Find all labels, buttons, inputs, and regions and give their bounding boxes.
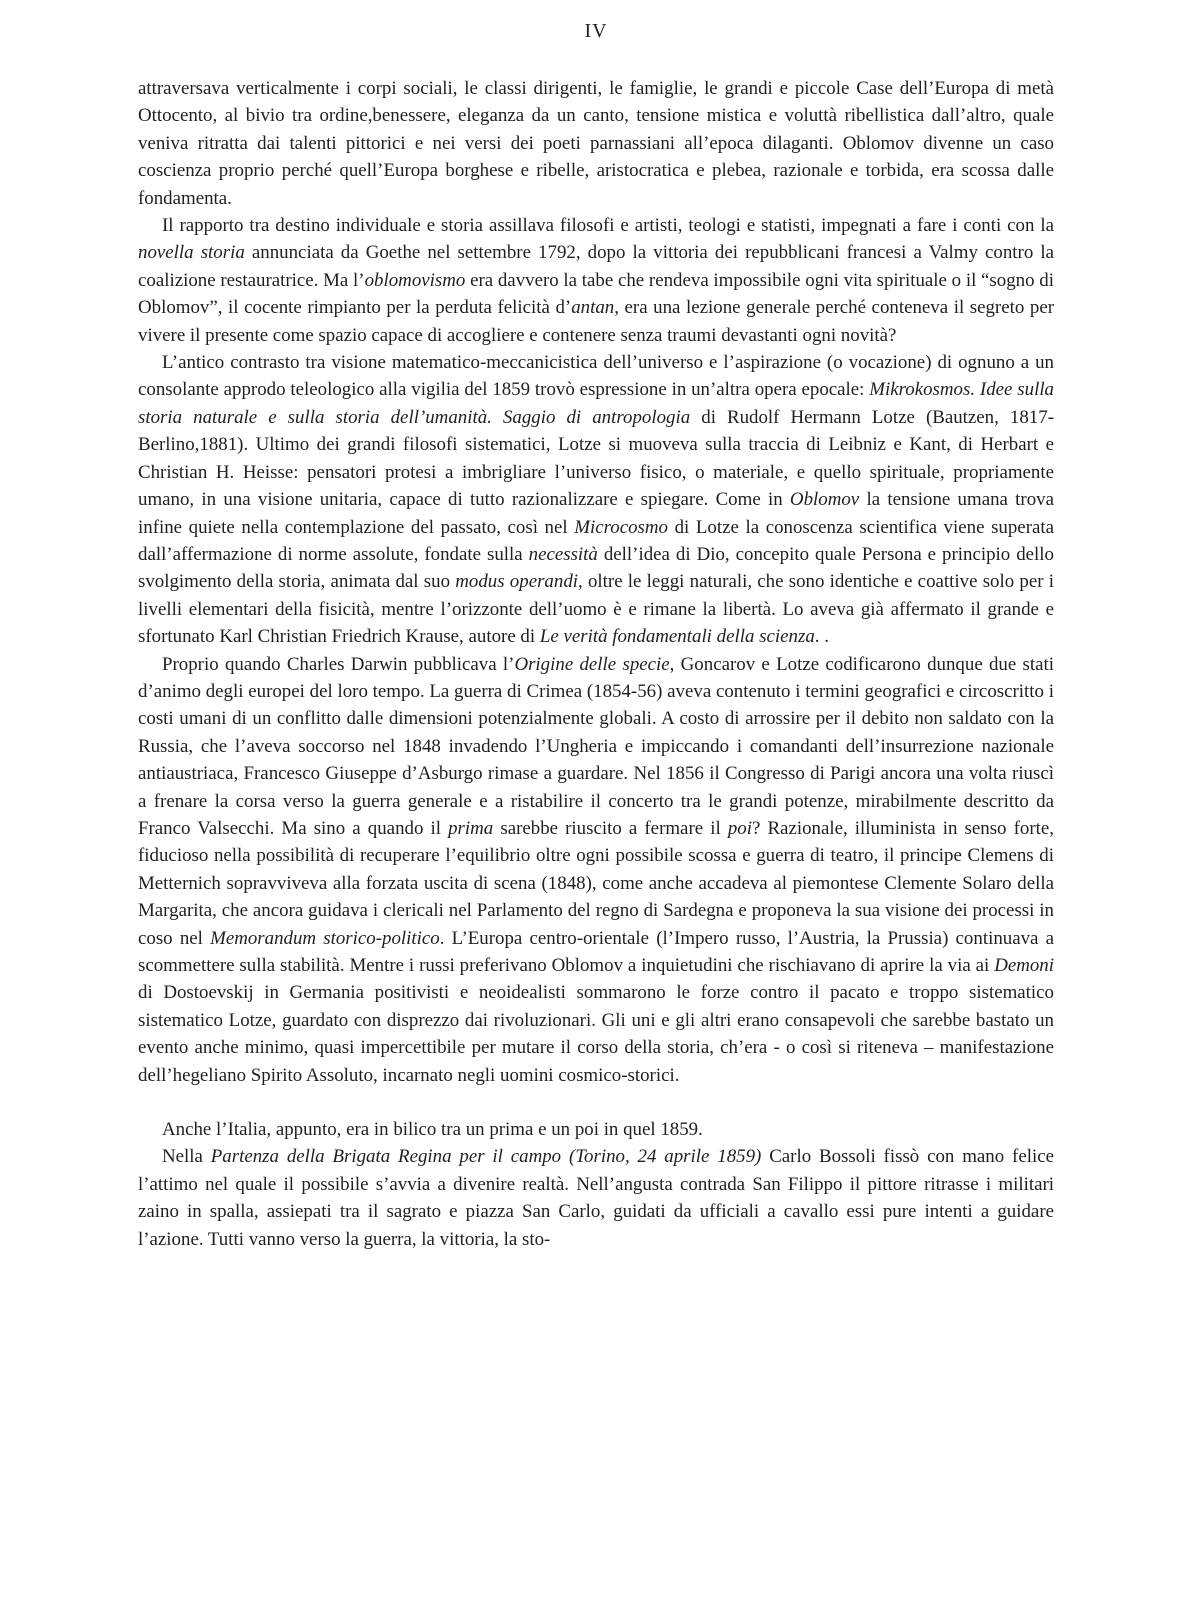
text-segment: Nella [162, 1146, 211, 1168]
text-segment: di Dostoevskij in Germania positivisti e neoidealisti sommarono le forze contro il pacato e troppo sistematico sistematico Lotze, guardato con disprezzo dai rivoluzionari. Gli uni e gli altri erano consapevoli che sarebbe bastato un evento anche minimo, quasi impercettibile per mutare il corso della storia, ch’era - o così si riteneva – manifestazione dell’hegeliano Spirito Assoluto, incarnato negli uomini cosmico-storici. [138, 982, 1054, 1086]
italic-text-segment: novella storia [138, 242, 245, 264]
paragraph-1 [138, 75, 1054, 212]
paragraph-2 [138, 212, 1054, 349]
body-text [138, 75, 1054, 1253]
text-segment: , Goncarov e Lotze codificarono dunque due stati d’animo degli europei del loro tempo. La guerra di Crimea (1854-56) aveva contenuto i termini geografici e circoscritto i costi umani di un conflitto dalle dimensioni potenzialmente globali. A costo di arrossire per il debito non saldato con la Russia, che l’aveva soccorso nel 1848 invadendo l’Ungheria e impiccando i comandanti dell’insurrezione nazionale antiaustriaca, Francesco Giuseppe d’Asburgo rimase a guardare. Nel 1856 il Congresso di Parigi ancora una volta riuscì a frenare la corsa verso la guerra generale e a ristabilire il concerto tra le grandi potenze, mirabilmente descritto da Franco Valsecchi. Ma sino a quando il [138, 653, 1055, 839]
italic-text-segment: oblomovismo [364, 269, 466, 291]
text-segment: attraversava verticalmente i corpi sociali, le classi dirigenti, le famiglie, le grandi e piccole Case dell’Europa di metà Ottocento, al bivio tra ordine,benessere, eleganza da un canto, tensione mistica e voluttà ribellistica dall’altro, quale veniva ritratta dai talenti pittorici e nei versi dei poeti parnassiani all’epoca dilaganti. Oblomov divenne un caso coscienza proprio perché quell’Europa borghese e ribelle, aristocratica e plebea, razionale e torbida, era scossa dalle fondamenta. [138, 78, 1054, 209]
text-segment: di Rudolf Hermann Lotze (Bautzen, 1817- Berlino,1881). Ultimo dei grandi filosofi sistematici, Lotze si muoveva sulla traccia di Leibniz e Kant, di Herbart e Christian H. Heisse: pensatori protesi a imbrigliare l’universo fisico, o materiale, e quello spirituale, propriamente umano, in una visione unitaria, capace di tutto razionalizzare e spiegare. Come in [138, 406, 1054, 511]
text-segment: la tensione umana trova infine quiete nella contemplazione del passato, così nel [138, 489, 1054, 538]
italic-text-segment: Memorandum storico-politico [210, 927, 440, 949]
text-segment: Anche l’Italia, appunto, era in bilico tra un prima e un poi in quel 1859. [162, 1119, 703, 1141]
text-segment: . L’Europa centro-orientale (l’Impero russo, l’Austria, la Prussia) continuava a scommettere sulla stabilità. Mentre i russi preferivano Oblomov a inquietudini che rischiavano di aprire la via ai [138, 927, 1054, 976]
italic-text-segment: Partenza della Brigata Regina per il campo (Torino, 24 aprile 1859) [210, 1146, 762, 1168]
paragraph-5 [138, 1116, 1054, 1143]
text-segment: Il rapporto tra destino individuale e storia assillava filosofi e artisti, teologi e statisti, impegnati a fare i conti con la [162, 215, 1054, 237]
text-segment: , era una lezione generale perché conteneva il segreto per vivere il presente come spazio capace di accogliere e contenere senza traumi devastanti ogni novità? [138, 297, 1054, 346]
italic-text-segment: prima [448, 817, 494, 839]
text-segment: L’antico contrasto tra visione matematico-meccanicistica dell’universo e l’aspirazione (o vocazione) di ognuno a un consolante approdo teleologico alla vigilia del 1859 trovò espressione in un’altra opera epocale: [138, 352, 1054, 401]
italic-text-segment: antan [571, 297, 615, 319]
italic-text-segment: Le verità fondamentali della scienza [539, 626, 815, 648]
paragraph-6 [138, 1143, 1054, 1253]
page-number: IV [584, 20, 608, 42]
paragraph-4 [138, 651, 1054, 1090]
italic-text-segment: Oblomov [789, 489, 860, 511]
text-segment: annunciata da Goethe nel settembre 1792, dopo la vittoria dei repubblicani francesi a Valmy contro la coalizione restauratrice. Ma l’ [138, 242, 1055, 291]
italic-text-segment: modus operandi [455, 571, 579, 593]
text-segment: , oltre le leggi naturali, che sono identiche e coattive solo per i livelli elementari della fisicità, mentre l’orizzonte dell’uomo è e rimane la libertà. Lo aveva già affermato il grande e sfortunato Karl Christian Friedrich Krause, autore di [138, 571, 1054, 648]
italic-text-segment: Origine delle specie [514, 653, 670, 675]
text-segment: Proprio quando Charles Darwin pubblicava l’ [162, 653, 515, 675]
text-segment: dell’idea di Dio, concepito quale Persona e principio dello svolgimento della storia, animata dal suo [138, 543, 1054, 593]
paragraph-3 [138, 349, 1054, 650]
text-segment: Carlo Bossoli fissò con mano felice l’attimo nel quale il possibile s’avvia a divenire realtà. Nell’angusta contrada San Filippo il pittore ritrasse i militari zaino in spalla, assiepati tra il sagrato e piazza San Carlo, guidati da ufficiali a cavallo essi pure intenti a guidare l’azione. Tutti vanno verso la guerra, la vittoria, la sto- [138, 1146, 1054, 1250]
text-segment: sarebbe riuscito a fermare il [493, 817, 728, 839]
italic-text-segment: Demoni [994, 955, 1054, 976]
italic-text-segment: necessità [528, 543, 598, 565]
text-segment: era davvero la tabe che rendeva impossibile ogni vita spirituale o il “sogno di Oblomov”, il cocente rimpianto per la perduta felicità d’ [138, 269, 1054, 319]
text-segment: ? Razionale, illuminista in senso forte, fiducioso nella possibilità di recuperare l’equilibrio oltre ogni possibile scossa e guerra di teatro, il principe Clemens di Metternich sopravviveva alla forzata uscita di scena (1848), come anche accadeva al piemontese Clemente Solaro della Margarita, che ancora guidava i clericali nel Parlamento del regno di Sardegna e proponeva la sua visione dei processi in coso nel [138, 817, 1054, 949]
text-segment: . . [814, 626, 829, 648]
italic-text-segment: poi [727, 817, 752, 839]
text-segment: di Lotze la conoscenza scientifica viene superata dall’affermazione di norme assolute, fondate sulla [138, 516, 1054, 565]
italic-text-segment: Mikrokosmos. Idee sulla storia naturale e sulla storia dell’umanità. Saggio di antropologia [138, 379, 1055, 428]
italic-text-segment: Microcosmo [574, 516, 668, 538]
